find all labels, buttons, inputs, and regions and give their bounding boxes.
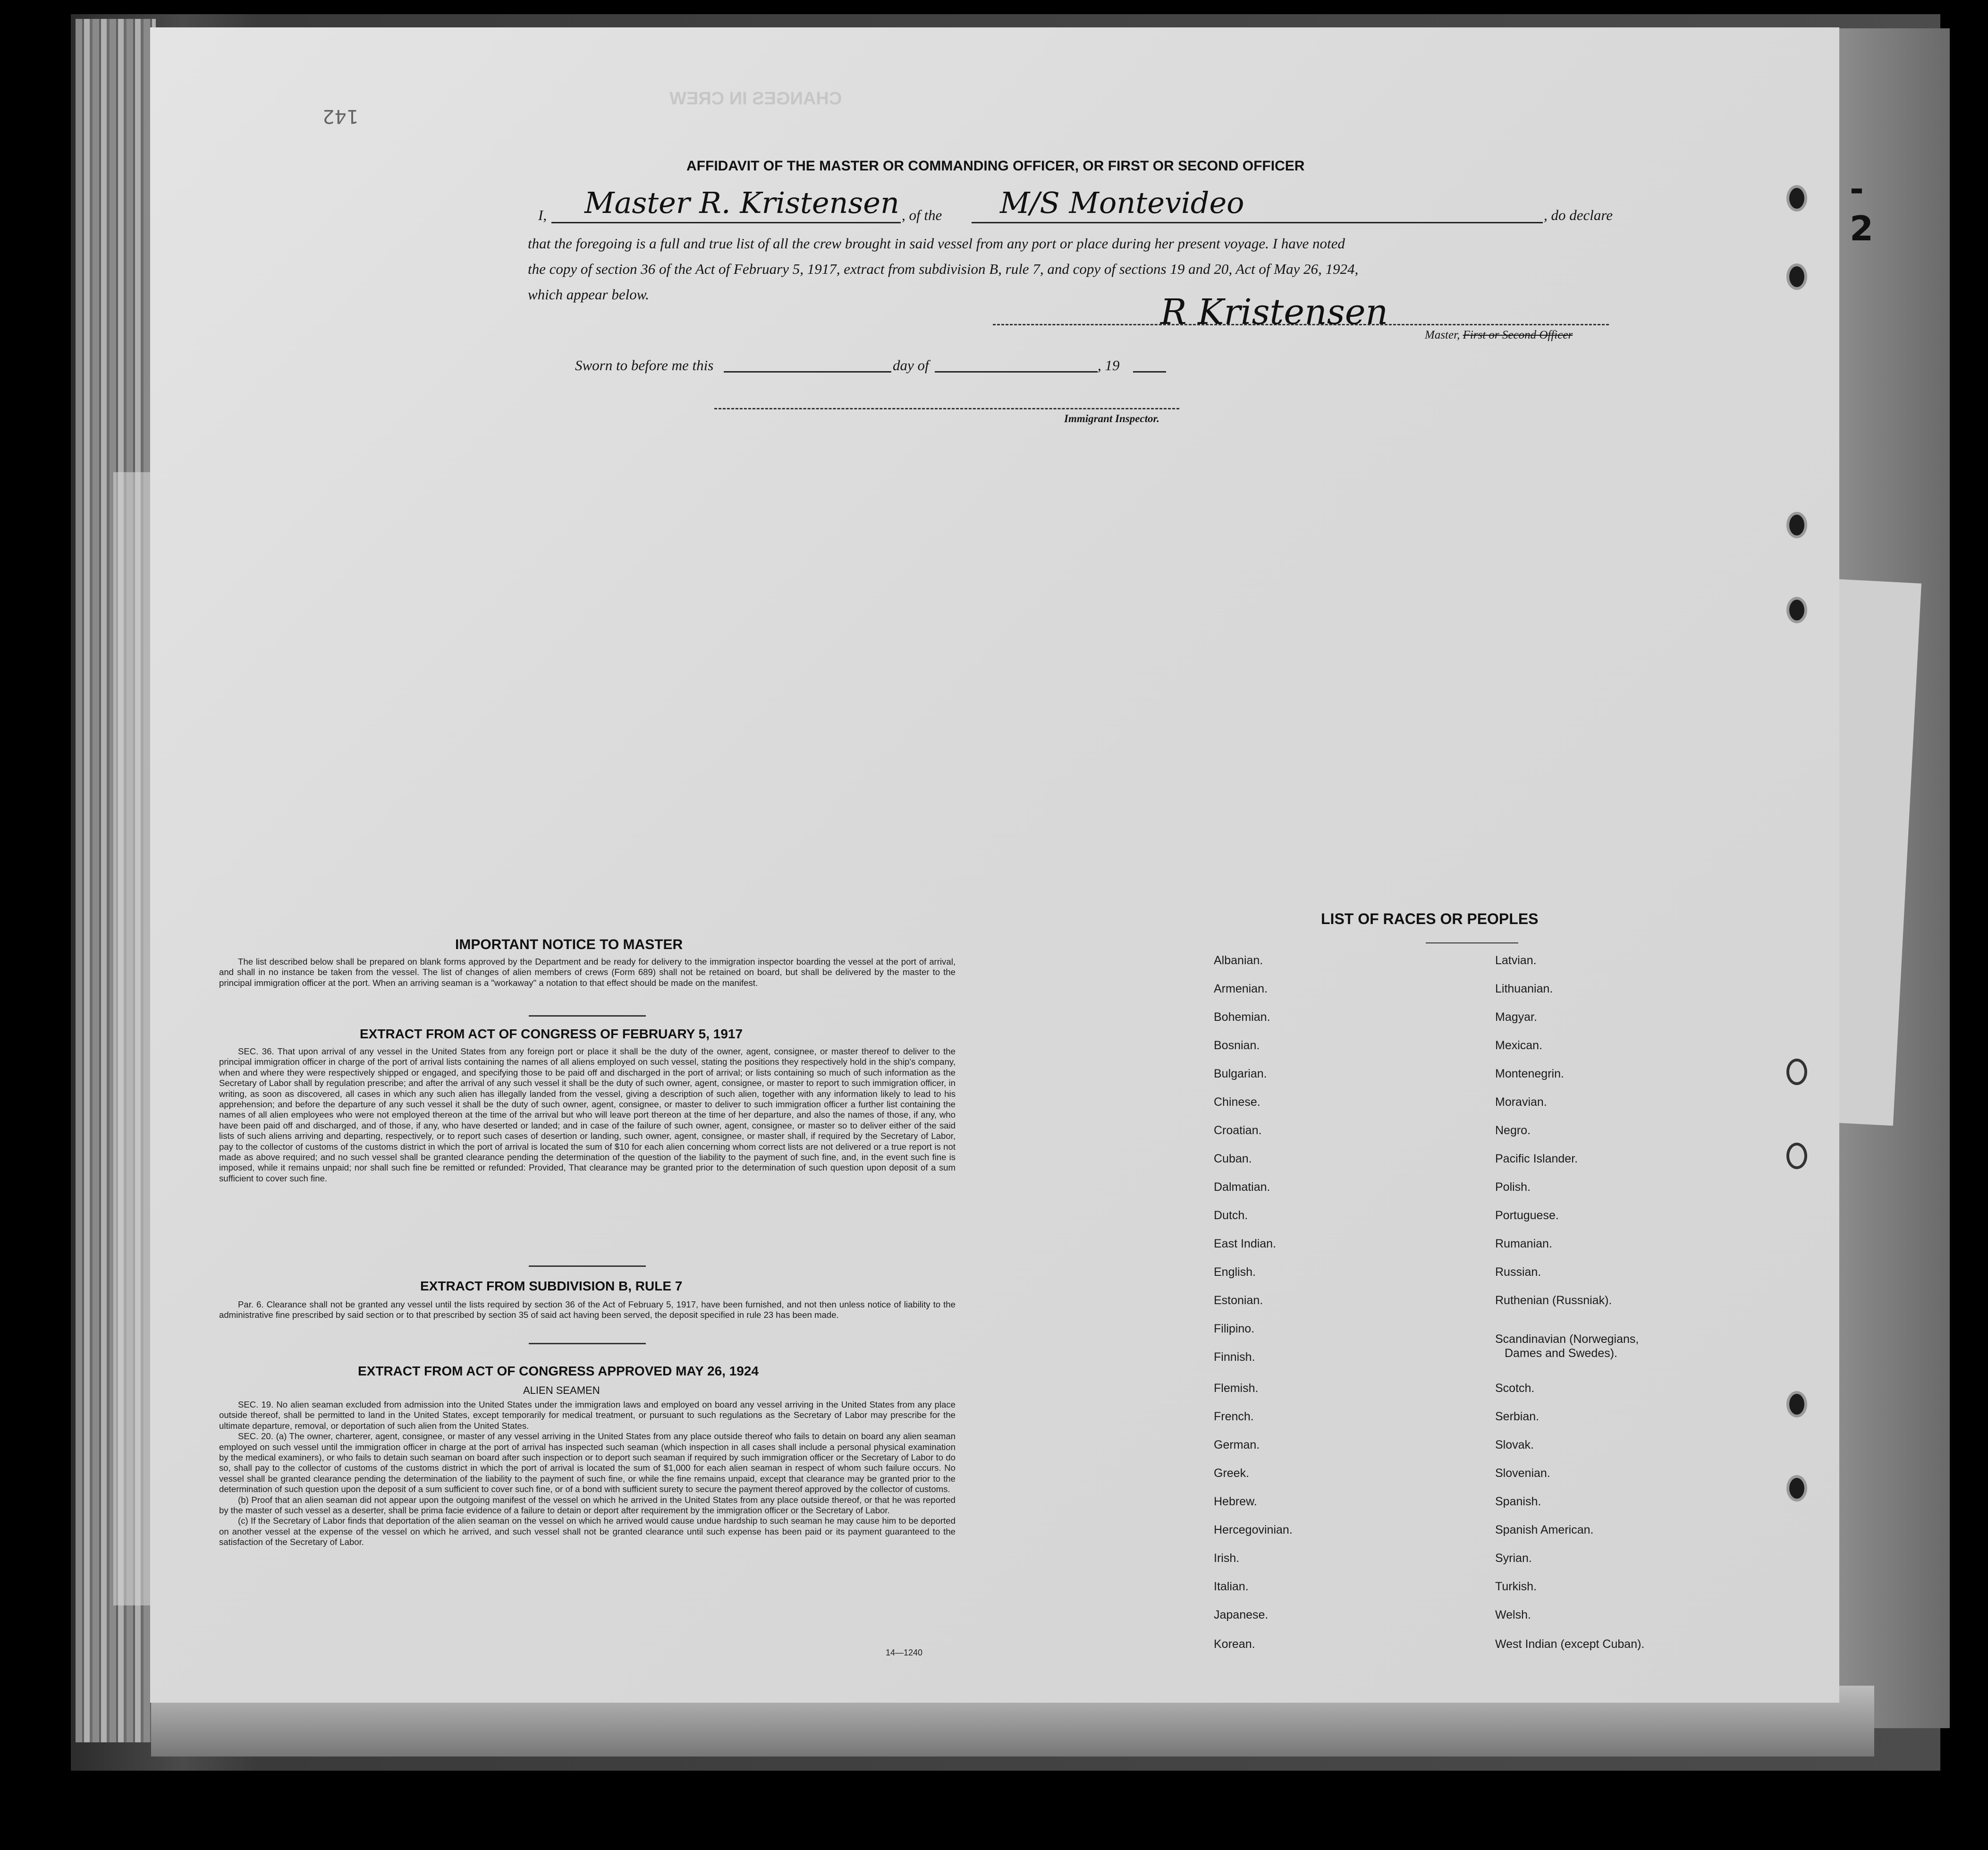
race-item: Finnish. bbox=[1214, 1350, 1255, 1364]
race-item: Spanish American. bbox=[1495, 1523, 1594, 1536]
race-item: French. bbox=[1214, 1410, 1254, 1423]
races-title: LIST OF RACES OR PEOPLES bbox=[1321, 910, 1539, 927]
race-item: Chinese. bbox=[1214, 1095, 1260, 1109]
race-item: Polish. bbox=[1495, 1180, 1531, 1194]
officer-name-line bbox=[551, 222, 901, 223]
extract-1924-text bbox=[219, 1400, 956, 1548]
race-item: Korean. bbox=[1214, 1638, 1255, 1651]
race-item: Moravian. bbox=[1495, 1095, 1547, 1109]
races-right-column bbox=[1495, 27, 1778, 1703]
sec20b-paragraph: (b) Proof that an alien seaman did not appear upon the outgoing manifest of the vessel on which he arrived in the United States from any place outside thereof, or that he was reported by the master of such vessel as a deserter, shall be prima facie evidence of a failure to detain or deport after requirement by the immigration officer or the Secretary of Labor. bbox=[219, 1494, 956, 1516]
affidavit-body-line-2: the copy of section 36 of the Act of February 5, 1917, extract from subdivision B, rule 7, and copy of sections 19 and 20, Act of May 26, 1924, bbox=[528, 261, 1359, 277]
race-item: Dalmatian. bbox=[1214, 1180, 1270, 1194]
section-separator bbox=[529, 1343, 646, 1344]
race-item: Bohemian. bbox=[1214, 1010, 1270, 1024]
race-item: Syrian. bbox=[1495, 1552, 1532, 1565]
race-item: Rumanian. bbox=[1495, 1237, 1552, 1250]
race-item: Bosnian. bbox=[1214, 1039, 1260, 1052]
race-item: Latvian. bbox=[1495, 954, 1537, 967]
race-item: Bulgarian. bbox=[1214, 1067, 1267, 1080]
race-item: Estonian. bbox=[1214, 1294, 1263, 1307]
margin-dash-mark: - 2 bbox=[1850, 169, 1874, 248]
page-number-mark: 142 bbox=[322, 105, 359, 127]
binder-hole-icon bbox=[1786, 1143, 1807, 1169]
race-item: Flemish. bbox=[1214, 1382, 1259, 1395]
race-item: Armenian. bbox=[1214, 982, 1268, 995]
vessel-name-handwritten: M/S Montevideo bbox=[1000, 186, 1244, 220]
race-item: Italian. bbox=[1214, 1580, 1249, 1593]
race-item: Dutch. bbox=[1214, 1209, 1248, 1222]
binder-hole-icon bbox=[1786, 263, 1807, 290]
affidavit-title: AFFIDAVIT OF THE MASTER OR COMMANDING OFFICER, OR FIRST OR SECOND OFFICER bbox=[686, 158, 1305, 174]
binder-hole-icon bbox=[1786, 1059, 1807, 1085]
notice-text bbox=[219, 957, 956, 988]
race-item: Magyar. bbox=[1495, 1010, 1537, 1024]
race-item: Serbian. bbox=[1495, 1410, 1540, 1423]
par6-paragraph: Par. 6. Clearance shall not be granted any vessel until the lists required by section 36 of the Act of February 5, 1917, have been furnished, and not then unless notice of liability to the administrative fine prescribed by said section or to that prescribed by section 35 of said act having been served, the deposit specified in rule 23 has been made. bbox=[219, 1299, 956, 1320]
sworn-month-line bbox=[935, 371, 1098, 373]
races-left-column bbox=[1214, 27, 1450, 1703]
race-item: Irish. bbox=[1214, 1552, 1240, 1565]
inspector-signature-line bbox=[714, 408, 1179, 409]
sec20a-paragraph: SEC. 20. (a) The owner, charterer, agent, consignee, or master of any vessel arriving in the United States from any place outside thereof who fails to detain on board any alien seaman employed on such vessel until the immigration officer in charge at the port of arrival has inspected such seaman (which inspection in all cases shall include a personal physical examination by the medical examiners), or who fails to detain such seaman on board after such inspection or to deport such seaman if required by such immigration officer or the Secretary of Labor to do so, shall pay to the collector of customs of the customs district in which the port of arrival is located the sum of $1,000 for each alien seaman in respect of whom such failure occurs. No vessel shall be granted clearance pending the determination of the liability to the payment of such fine, or while the fine remains unpaid, except that clearance may be granted prior to the determination of such question upon the deposit of a sum sufficient to cover such fine, or of a bond with sufficient surety to secure the payment thereof approved by the collector of customs. bbox=[219, 1431, 956, 1494]
day-of-label: day of bbox=[893, 357, 929, 373]
race-item: Slovenian. bbox=[1495, 1467, 1550, 1480]
binder-hole-icon bbox=[1786, 1391, 1807, 1417]
notice-paragraph: The list described below shall be prepared on blank forms approved by the Department and be ready for delivery to the immigration inspector boarding the vessel at the port of arrival, and shall in no instance be taken from the vessel. The list of changes of alien members of crews (Form 689) shall not be retained on board, but shall be delivered by the master to the principal immigration officer at the port. When an arriving seaman is a "workaway" a notation to that effect should be made on the manifest. bbox=[219, 957, 956, 988]
affidavit-body-line-3: which appear below. bbox=[528, 286, 649, 303]
binder-hole-icon bbox=[1786, 512, 1807, 538]
section-separator bbox=[529, 1265, 646, 1267]
binder-strip bbox=[113, 472, 156, 1605]
extract-1917-title: EXTRACT FROM ACT OF CONGRESS OF FEBRUARY 5, 1917 bbox=[360, 1027, 743, 1041]
form-number: 14—1240 bbox=[886, 1648, 923, 1657]
notice-title: IMPORTANT NOTICE TO MASTER bbox=[455, 937, 683, 952]
binder-hole-icon bbox=[1786, 1475, 1807, 1502]
race-item: Montenegrin. bbox=[1495, 1067, 1564, 1080]
race-item: Dames and Swedes). bbox=[1505, 1347, 1618, 1360]
race-item: Mexican. bbox=[1495, 1039, 1543, 1052]
sec20c-paragraph: (c) If the Secretary of Labor finds that deportation of the alien seaman on the vessel on which he arrived would cause undue hardship to such seaman he may cause him to be deported on another vessel at the expense of the vessel on which he arrived, and such vessel shall not be granted clearance until such expense has been paid or its payment guaranteed to the satisfaction of the Secretary of Labor. bbox=[219, 1516, 956, 1547]
extract-1917-text bbox=[219, 1046, 956, 1184]
race-item: Lithuanian. bbox=[1495, 982, 1553, 995]
affidavit-i-label: I, bbox=[538, 207, 547, 223]
manifest-page bbox=[150, 27, 1874, 1703]
race-item: Hercegovinian. bbox=[1214, 1523, 1293, 1536]
race-item: Negro. bbox=[1495, 1124, 1531, 1137]
inspector-caption: Immigrant Inspector. bbox=[1064, 413, 1159, 424]
sworn-year-line bbox=[1133, 371, 1166, 373]
of-the-label: , of the bbox=[902, 207, 942, 223]
race-item: Scotch. bbox=[1495, 1382, 1535, 1395]
race-item: Welsh. bbox=[1495, 1608, 1531, 1621]
race-item: German. bbox=[1214, 1438, 1260, 1451]
race-item: Scandinavian (Norwegians, bbox=[1495, 1332, 1639, 1346]
race-item: Ruthenian (Russniak). bbox=[1495, 1294, 1612, 1307]
signature-handwritten: R Kristensen bbox=[1160, 292, 1388, 332]
race-item: Croatian. bbox=[1214, 1124, 1262, 1137]
signature-caption-struck: First or Second Officer bbox=[1463, 329, 1573, 341]
do-declare-label: , do declare bbox=[1544, 207, 1613, 223]
race-item: Filipino. bbox=[1214, 1322, 1255, 1335]
alien-seamen-subtitle: ALIEN SEAMEN bbox=[523, 1384, 600, 1396]
extract-rule7-text bbox=[219, 1299, 956, 1321]
year-label: , 19 bbox=[1098, 357, 1120, 373]
race-item: Russian. bbox=[1495, 1265, 1541, 1279]
race-item: Japanese. bbox=[1214, 1608, 1269, 1621]
race-item: English. bbox=[1214, 1265, 1256, 1279]
race-item: Cuban. bbox=[1214, 1152, 1252, 1165]
race-item: Portuguese. bbox=[1495, 1209, 1559, 1222]
race-item: Hebrew. bbox=[1214, 1495, 1257, 1508]
sworn-date-line bbox=[724, 371, 891, 373]
sec36-paragraph: SEC. 36. That upon arrival of any vessel in the United States from any foreign port or place it shall be the duty of the owner, agent, consignee, or master thereof to deliver to the principal immigration officer in charge of the port of arrival lists containing the names of all aliens employed on such vessel, stating the positions they respectively hold in the ship's company, when and where they were respectively shipped or engaged, and specifying those to be paid off and discharged in the port of arrival; or lists containing so much of such information as the Secretary of Labor shall by regulation prescribe; and after the arrival of any such vessel it shall be the duty of such owner, agent, consignee, or master to report to such immigration officer, in writing, as soon as discovered, all cases in which any such alien has illegally landed from the vessel, giving a description of such alien, together with any information likely to lead to his apprehension; and before the departure of any such vessel it shall be the duty of such owner, agent, consignee, or master to deliver to such immigration officer a further list containing the names of all alien employees who were not employed thereon at the time of the arrival but who will leave port thereon at the time of her departure, and also the names of those, if any, who have been paid off and discharged, and of those, if any, who have deserted or landed; and in case of the failure of such owner, agent, consignee, or master so to deliver either of the said lists of such aliens arriving and departing, respectively, or to report such cases of desertion or landing, such owner, agent, consignee, or master shall, if required by the Secretary of Labor, pay to the collector of customs of the customs district in which the port of arrival is located the sum of $10 for each alien concerning whom correct lists are not delivered or a true report is not made as above required; and no such vessel shall be granted clearance pending the determination of the question of the liability to the payment of such fine, and, in the event such fine is imposed, while it remains unpaid; nor shall such fine be remitted or refunded: Provided, That clearance may be granted prior to the determination of such question upon deposit of a sum sufficient to cover such fine. bbox=[219, 1046, 956, 1183]
race-item: East Indian. bbox=[1214, 1237, 1277, 1250]
binder-hole-icon bbox=[1786, 185, 1807, 212]
race-item: West Indian (except Cuban). bbox=[1495, 1638, 1645, 1651]
extract-1924-title: EXTRACT FROM ACT OF CONGRESS APPROVED MAY 26, 1924 bbox=[358, 1364, 759, 1378]
sec19-paragraph: SEC. 19. No alien seaman excluded from admission into the United States under the immigration laws and employed on board any vessel arriving in the United States from any place outside thereof, shall be permitted to land in the United States, except temporarily for medical treatment, or pursuant to such regulations as the Secretary of Labor may prescribe for the ultimate departure, removal, or deportation of such alien from the United States. bbox=[219, 1400, 956, 1431]
race-item: Albanian. bbox=[1214, 954, 1263, 967]
race-item: Turkish. bbox=[1495, 1580, 1537, 1593]
signature-caption-master: Master, bbox=[1425, 329, 1460, 341]
race-item: Greek. bbox=[1214, 1467, 1250, 1480]
extract-rule7-title: EXTRACT FROM SUBDIVISION B, RULE 7 bbox=[420, 1279, 683, 1293]
section-separator bbox=[529, 1015, 646, 1017]
race-item: Spanish. bbox=[1495, 1495, 1541, 1508]
sworn-label: Sworn to before me this bbox=[575, 357, 714, 373]
race-item: Slovak. bbox=[1495, 1438, 1534, 1451]
affidavit-body-line-1: that the foregoing is a full and true list of all the crew brought in said vessel from any port or place during her present voyage. I have noted bbox=[528, 235, 1345, 252]
officer-name-handwritten: Master R. Kristensen bbox=[584, 186, 899, 220]
bleed-through-header: CHANGES IN CREW bbox=[669, 89, 842, 109]
race-item: Pacific Islander. bbox=[1495, 1152, 1578, 1165]
binder-hole-icon bbox=[1786, 597, 1807, 623]
